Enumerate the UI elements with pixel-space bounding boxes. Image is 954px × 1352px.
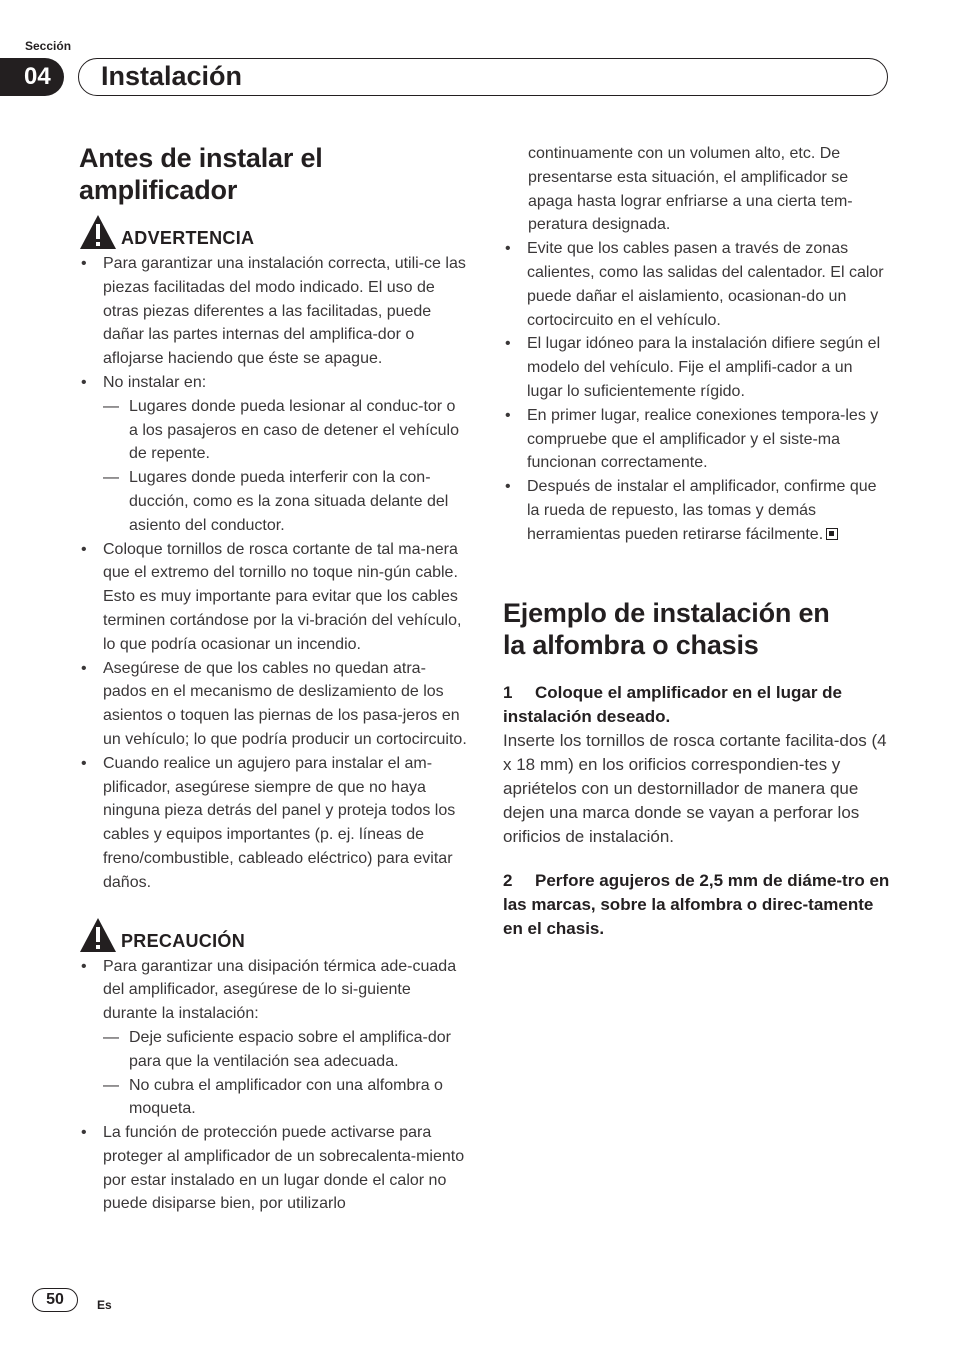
right-column — [503, 142, 891, 941]
list-item: • El lugar idóneo para la instalación difiere según el modelo del vehículo. Fije el amplifi-cador a un lugar lo suficientemente rígido. — [503, 332, 891, 403]
caution-list-continued — [503, 237, 891, 546]
list-item: • Para garantizar una disipación térmica ade-cuada del amplificador, asegúrese de lo si-guiente durante la instalación: — Deje suficiente espacio sobre el amplifica-dor para que la ventilación sea adecuada. — No cubra el amplificador con una alfombra o moqueta. — [79, 955, 467, 1122]
warning-list — [79, 252, 467, 895]
list-item: • No instalar en: — Lugares donde pueda lesionar al conduc-tor o a los pasajeros en caso de detener el vehículo de repente. — Lugares donde pueda interferir con la con-ducción, como es la zona situada delante del asiento del conductor. — [79, 371, 467, 538]
list-item: • Coloque tornillos de rosca cortante de tal ma-nera que el extremo del tornillo no toque nin-gún cable. Esto es muy importante para evitar que los cables terminen cortándose por la vi-bración del vehículo, lo que podría ocasionar un incendio. — [79, 538, 467, 657]
caution-label: PRECAUCIÓN — [121, 930, 246, 951]
heading-install-example: Ejemplo de instalación en la alfombra o chasis — [503, 597, 830, 660]
warning-triangle-icon — [79, 214, 117, 250]
list-item: • En primer lugar, realice conexiones tempora-les y compruebe que el amplificador y el siste-ma funcionan correctamente. — [503, 404, 891, 475]
caution-header — [79, 917, 467, 955]
caution-continuation: continuamente con un volumen alto, etc. De presentarse esta situación, el amplificador se apaga hasta lograr enfriarse a una cierta tem-peratura designada. — [528, 145, 853, 234]
step-2-title: 2 Perfore agujeros de 2,5 mm de diáme-tro en las marcas, sobre la alfombra o direc-tamente en el chasis. — [503, 870, 890, 938]
list-item: • Para garantizar una instalación correcta, utili-ce las piezas facilitadas del modo indicado. El uso de otras piezas diferentes a las facilitadas, puede dañar las partes internas del amplifica-dor o aflojarse haciendo que éste se apague. — [79, 252, 467, 371]
step-1-body: Inserte los tornillos de rosca cortante facilita-dos (4 x 18 mm) en los orificios correspondien-tes y apriételos con un destornillador de manera que dejen una marca donde se vayan a perforar los orificios de instalación. — [503, 730, 887, 846]
sub-list-item: — Lugares donde pueda interferir con la con-ducción, como es la zona situada delante del asiento del conductor. — [103, 466, 467, 537]
list-item: • Después de instalar el amplificador, confirme que la rueda de repuesto, las tomas y demás herramientas pueden retirarse fácilmente. — [503, 475, 891, 546]
sub-list — [103, 395, 467, 538]
end-of-section-icon — [826, 528, 838, 540]
sub-list — [103, 1026, 467, 1121]
list-item: • Cuando realice un agujero para instalar el am-plificador, asegúrese siempre de que no haya ninguna pieza detrás del panel y proteja todos los cables y equipos importantes (p. ej. líneas de freno/combustible, cableado eléctrico) para evitar daños. — [79, 752, 467, 895]
section-number-badge: 04 — [0, 58, 64, 96]
sub-list-item: — No cubra el amplificador con una alfombra o moqueta. — [103, 1074, 467, 1122]
step-1 — [503, 681, 891, 849]
caution-triangle-icon — [79, 917, 117, 953]
section-label: Sección — [25, 39, 72, 53]
left-column — [79, 142, 467, 1216]
sub-list-item: — Lugares donde pueda lesionar al conduc-tor o a los pasajeros en caso de detener el vehículo de repente. — [103, 395, 467, 466]
list-item: • Evite que los cables pasen a través de zonas calientes, como las salidas del calentador. El calor puede dañar el aislamiento, ocasionan-do un cortocircuito en el vehículo. — [503, 237, 891, 332]
caution-list — [79, 955, 467, 1217]
step-2 — [503, 869, 891, 941]
page-number: 50 — [32, 1288, 78, 1312]
list-item: • Asegúrese de que los cables no quedan atra-pados en el mecanismo de deslizamiento de los asientos o toquen las piernas de los pasa-jeros en un vehículo; lo que podría producir un cortocircuito. — [79, 657, 467, 752]
list-item: • La función de protección puede activarse para proteger al amplificador de un sobrecalenta-miento por estar instalado en un lugar donde el calor no puede disiparse bien, por utilizarlo — [79, 1121, 467, 1216]
language-code: Es — [97, 1298, 112, 1312]
section-title: Instalación — [101, 61, 243, 91]
warning-label: ADVERTENCIA — [121, 228, 255, 248]
sub-list-item: — Deje suficiente espacio sobre el amplifica-dor para que la ventilación sea adecuada. — [103, 1026, 467, 1074]
warning-header — [79, 214, 467, 252]
step-1-title: 1 Coloque el amplificador en el lugar de instalación deseado. — [503, 682, 843, 726]
section-title-bar — [78, 58, 888, 96]
heading-before-install: Antes de instalar el amplificador — [79, 143, 323, 205]
